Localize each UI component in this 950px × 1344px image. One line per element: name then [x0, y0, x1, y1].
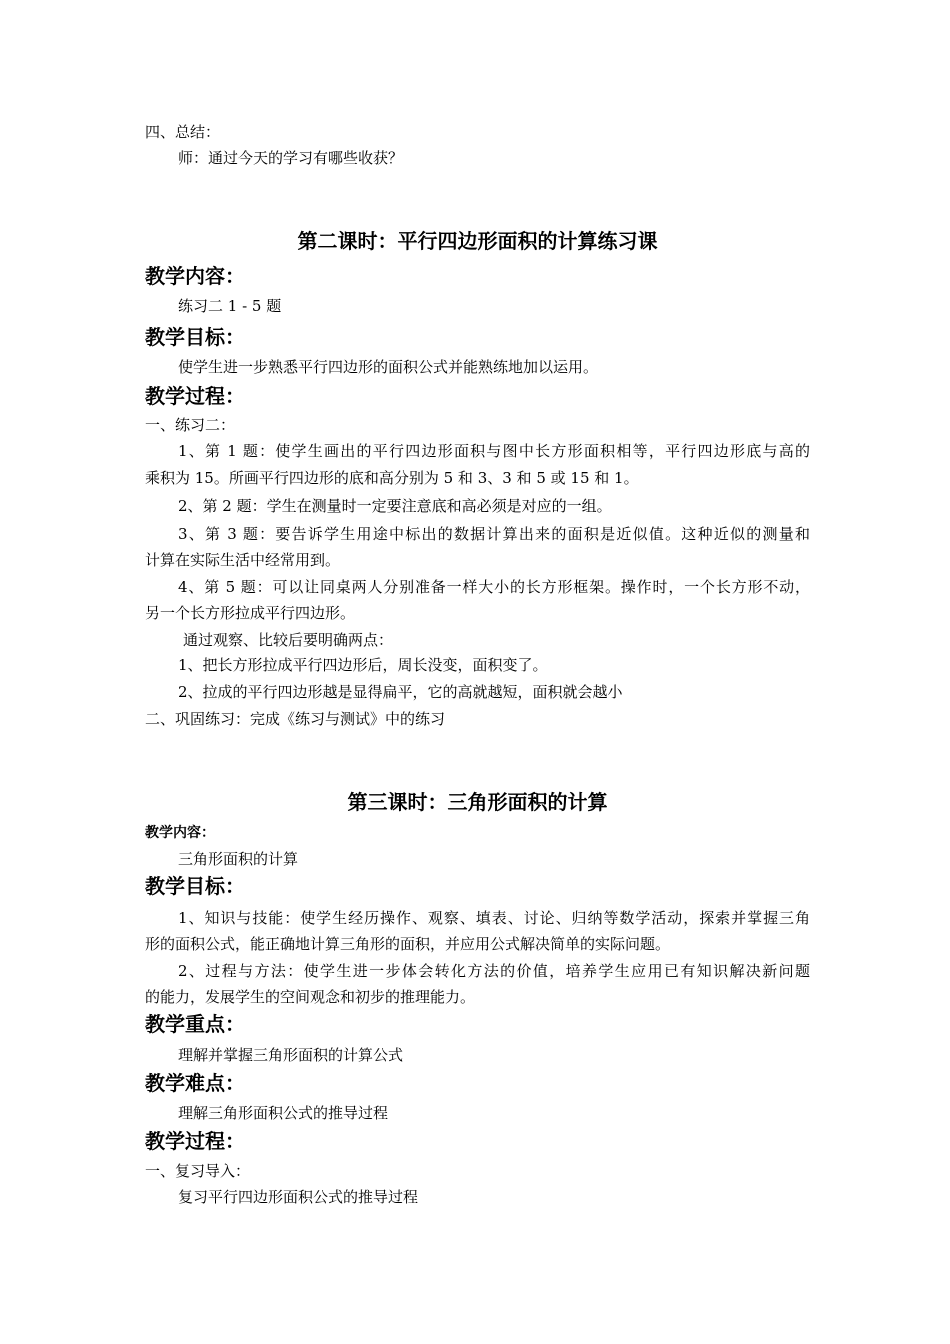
lesson2-section1-heading: 一、练习二：: [145, 416, 236, 434]
lesson3-content: 三角形面积的计算: [178, 850, 299, 868]
lesson2-title: 第二课时：平行四边形面积的计算练习课: [297, 229, 658, 253]
lesson3-goal-label: 教学目标：: [145, 874, 245, 898]
summary-text: 师：通过今天的学习有哪些收获？: [178, 149, 404, 167]
lesson3-difficulty: 理解三角形面积公式的推导过程: [178, 1104, 389, 1122]
lesson3-goal2-line2: 的能力，发展学生的空间观念和初步的推理能力。: [145, 988, 476, 1006]
summary-heading: 四、总结：: [145, 123, 221, 141]
lesson2-goal: 使学生进一步熟悉平行四边形的面积公式并能熟练地加以运用。: [178, 358, 599, 376]
lesson2-observe: 通过观察、比较后要明确两点：: [183, 631, 394, 649]
lesson2-content-label: 教学内容：: [145, 264, 245, 288]
lesson3-difficulty-label: 教学难点：: [145, 1071, 245, 1095]
lesson3-process-label: 教学过程：: [145, 1129, 245, 1153]
lesson2-content: 练习二 1 - 5 题: [178, 297, 282, 315]
lesson2-item1-line1: 1、第 1 题：使学生画出的平行四边形面积与图中长方形面积相等，平行四边形底与高的: [178, 442, 810, 460]
lesson3-content-label: 教学内容：: [145, 825, 215, 841]
lesson2-point2: 2、拉成的平行四边形越是显得扁平，它的高就越短，面积就会越小: [178, 683, 623, 701]
lesson3-section1-heading: 一、复习导入：: [145, 1162, 251, 1180]
lesson2-item2: 2、第 2 题：学生在测量时一定要注意底和高必须是对应的一组。: [178, 497, 612, 515]
lesson2-item4-line2: 另一个长方形拉成平行四边形。: [145, 604, 356, 622]
lesson3-goal1-line1: 1、知识与技能：使学生经历操作、观察、填表、讨论、归纳等数学活动，探索并掌握三角: [178, 909, 810, 927]
lesson2-item1-line2: 乘积为 15。所画平行四边形的底和高分别为 5 和 3、3 和 5 或 15 和 1。: [145, 469, 639, 487]
lesson2-section2-heading: 二、巩固练习：完成《练习与测试》中的练习: [145, 710, 446, 728]
lesson2-goal-label: 教学目标：: [145, 325, 245, 349]
lesson3-key: 理解并掌握三角形面积的计算公式: [178, 1046, 404, 1064]
lesson3-title: 第三课时：三角形面积的计算: [347, 790, 608, 814]
lesson3-goal1-line2: 形的面积公式，能正确地计算三角形的面积，并应用公式解决简单的实际问题。: [145, 935, 671, 953]
lesson2-point1: 1、把长方形拉成平行四边形后，周长没变，面积变了。: [178, 656, 548, 674]
lesson2-process-label: 教学过程：: [145, 384, 245, 408]
lesson2-item3-line2: 计算在实际生活中经常用到。: [145, 551, 341, 569]
lesson3-key-label: 教学重点：: [145, 1012, 245, 1036]
lesson3-goal2-line1: 2、过程与方法：使学生进一步体会转化方法的价值，培养学生应用已有知识解决新问题: [178, 962, 810, 980]
lesson2-item3-line1: 3、第 3 题：要告诉学生用途中标出的数据计算出来的面积是近似值。这种近似的测量和: [178, 525, 810, 543]
lesson3-section1-text: 复习平行四边形面积公式的推导过程: [178, 1188, 419, 1206]
lesson2-item4-line1: 4、第 5 题：可以让同桌两人分别准备一样大小的长方形框架。操作时，一个长方形不动，: [178, 578, 810, 596]
